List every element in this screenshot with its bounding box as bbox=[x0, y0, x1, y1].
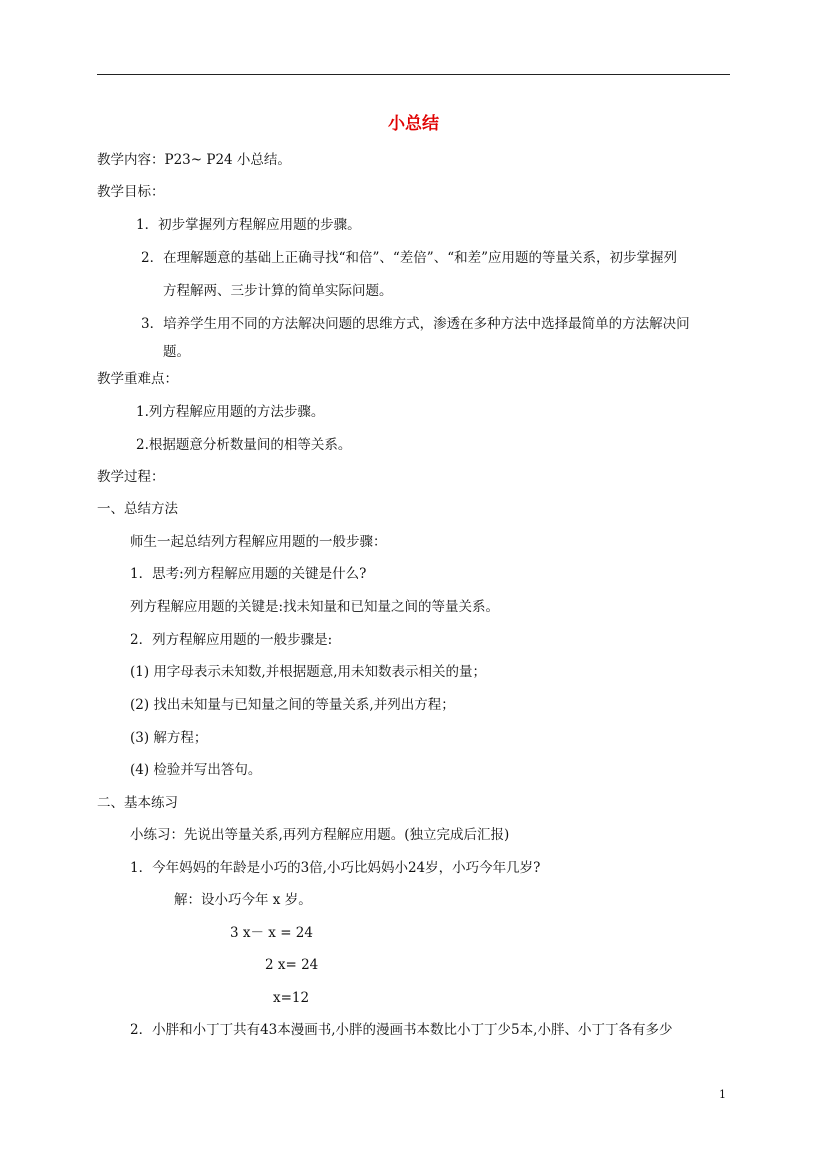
question-2: 2．小胖和小丁丁共有43本漫画书,小胖的漫画书本数比小丁丁少5本,小胖、小丁丁各有多少 bbox=[130, 1022, 673, 1038]
exercise-intro: 小练习：先说出等量关系,再列方程解应用题。(独立完成后汇报) bbox=[130, 827, 510, 843]
objective-item: 1．初步掌握列方程解应用题的步骤。 bbox=[136, 217, 361, 233]
keypoint-item: 1.列方程解应用题的方法步骤。 bbox=[136, 404, 325, 420]
objective-item-cont: 方程解两、三步计算的简单实际问题。 bbox=[163, 283, 393, 299]
step-item: (2) 找出未知量与已知量之间的等量关系,并列出方程； bbox=[130, 697, 455, 713]
keypoints-heading: 教学重难点： bbox=[97, 371, 178, 387]
solution-line: 解：设小巧今年 x 岁。 bbox=[174, 892, 312, 908]
content-line: 教学内容：P23~ P24 小总结。 bbox=[97, 152, 291, 168]
step-item: (1) 用字母表示未知数,并根据题意,用未知数表示相关的量； bbox=[130, 664, 486, 680]
equation-line: 3 x－ x = 24 bbox=[230, 925, 313, 941]
objectives-heading: 教学目标： bbox=[97, 184, 165, 200]
question-1: 1．今年妈妈的年龄是小巧的3倍,小巧比妈妈小24岁，小巧今年几岁? bbox=[130, 860, 541, 876]
objective-item-cont: 题。 bbox=[163, 344, 190, 360]
step-item: (3) 解方程； bbox=[130, 730, 208, 746]
objective-item: 2．在理解题意的基础上正确寻找“和倍”、“差倍”、“和差”应用题的等量关系，初步掌握列 bbox=[141, 250, 677, 266]
page-title: 小总结 bbox=[388, 114, 439, 134]
keypoint-item: 2.根据题意分析数量间的相等关系。 bbox=[136, 437, 352, 453]
section-line: 2．列方程解应用题的一般步骤是: bbox=[130, 632, 333, 648]
section-line: 列方程解应用题的关键是:找未知量和已知量之间的等量关系。 bbox=[130, 599, 500, 615]
step-item: (4) 检验并写出答句。 bbox=[130, 762, 262, 778]
section-line: 师生一起总结列方程解应用题的一般步骤： bbox=[130, 534, 387, 550]
section-heading: 一、总结方法 bbox=[97, 501, 178, 517]
header-rule bbox=[97, 74, 730, 75]
equation-line: x=12 bbox=[273, 990, 310, 1006]
section-line: 1．思考:列方程解应用题的关键是什么? bbox=[130, 566, 367, 582]
section-heading: 二、基本练习 bbox=[97, 795, 178, 811]
process-heading: 教学过程： bbox=[97, 469, 165, 485]
equation-line: 2 x= 24 bbox=[265, 957, 319, 973]
objective-item: 3．培养学生用不同的方法解决问题的思维方式，渗透在多种方法中选择最简单的方法解决问 bbox=[141, 316, 690, 332]
page-number: 1 bbox=[719, 1088, 726, 1101]
